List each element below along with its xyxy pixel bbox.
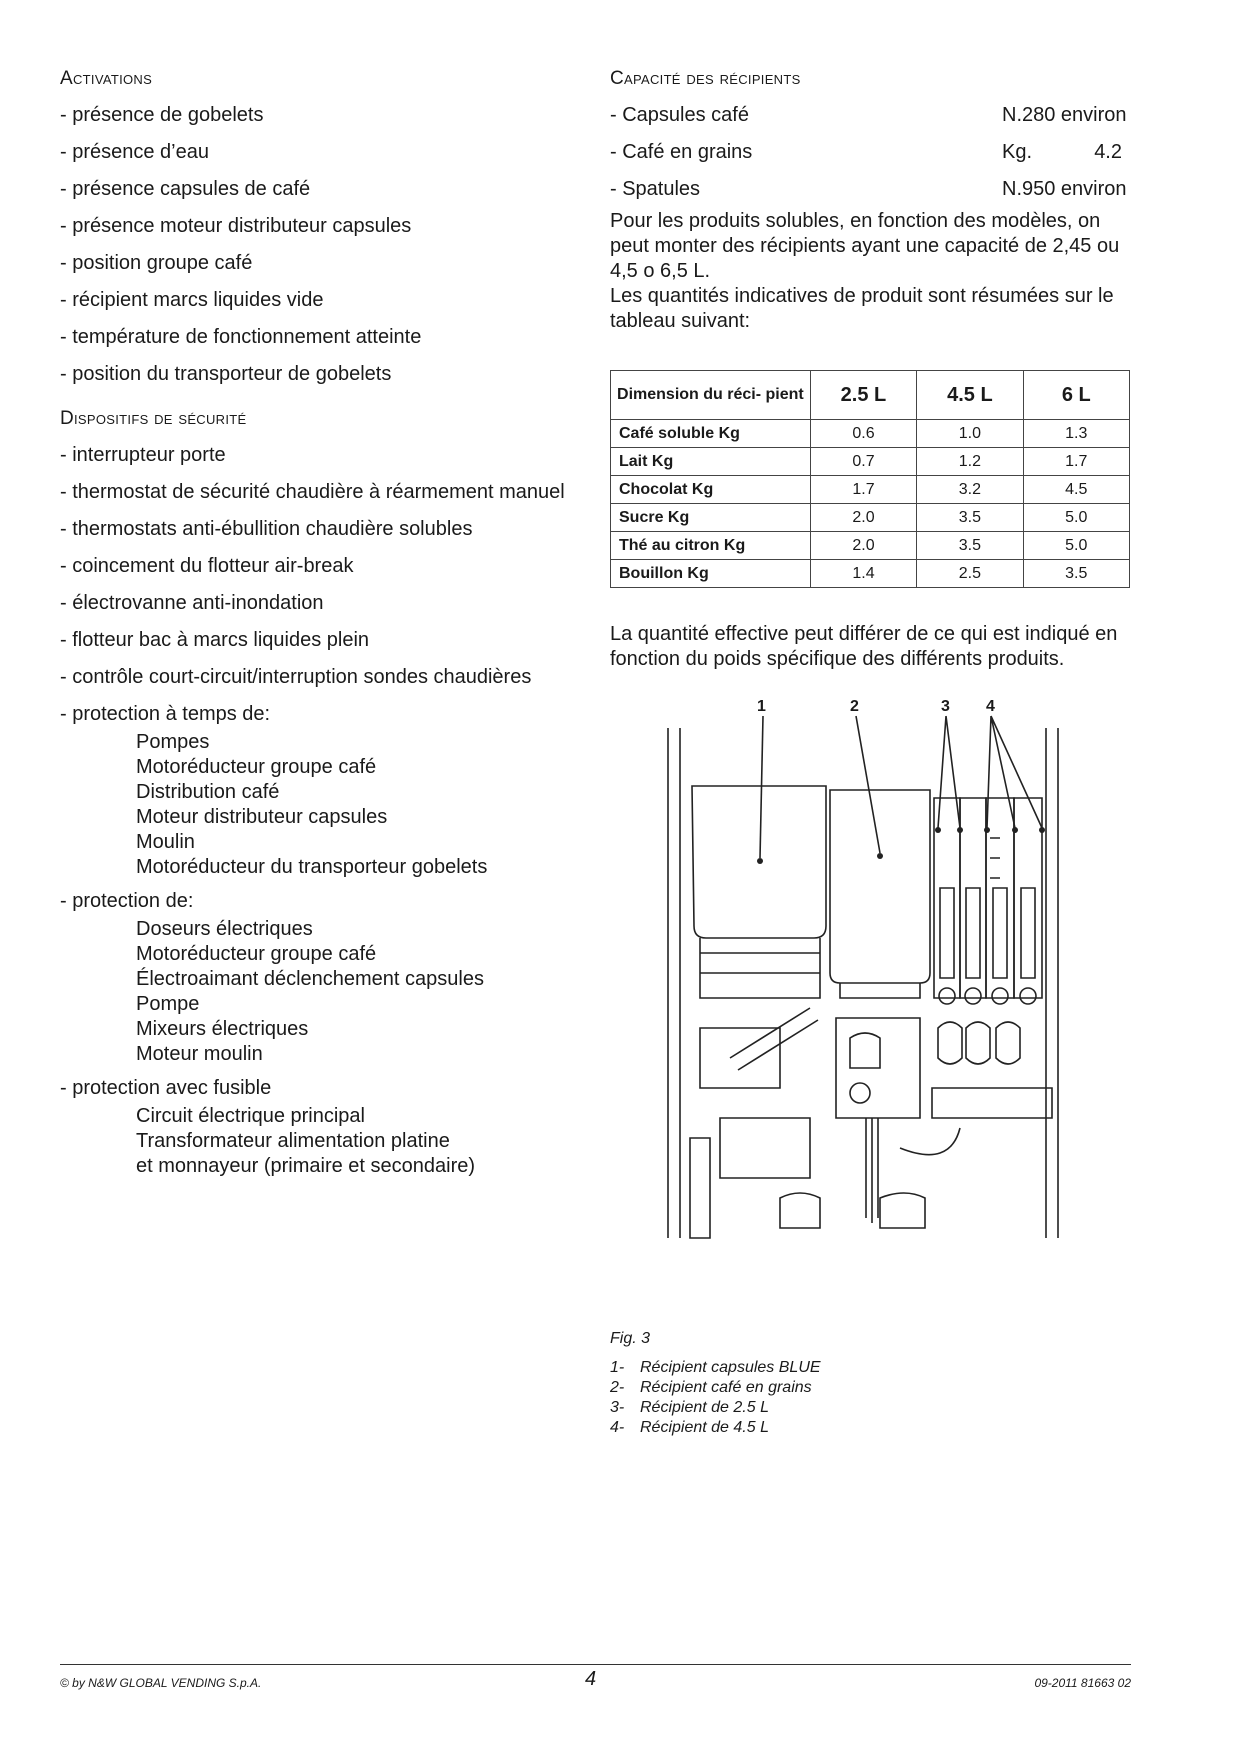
capacity-name: - Café en grains: [610, 141, 753, 163]
table-row: [611, 560, 1130, 588]
table-row: [611, 532, 1130, 560]
legend-number: 1-: [610, 1359, 625, 1376]
table-cell: 2.0: [810, 504, 916, 532]
table-cell: 3.2: [917, 476, 1023, 504]
figure-number: Fig. 3: [610, 1330, 651, 1347]
list-item: - position groupe café: [60, 252, 253, 274]
list-item: Pompes: [136, 731, 210, 753]
machine-figure: [660, 698, 1070, 1253]
legend-item: [610, 1398, 821, 1418]
table-cell: Thé au citron Kg: [611, 532, 811, 560]
document-code: 09-2011 81663 02: [1034, 1676, 1131, 1690]
legend-number: 4-: [610, 1419, 625, 1436]
capacity-value: [1002, 141, 1130, 164]
capacity-paragraph: Pour les produits solubles, en fonction des modèles, on peut monter des récipients ayant une capacité de 2,45 ou 4,5 o 6,5 L.: [610, 210, 1120, 282]
table-row: [611, 420, 1130, 448]
capacity-value: N.280 environ: [1002, 104, 1127, 126]
table-cell: 1.7: [810, 476, 916, 504]
list-item: - position du transporteur de gobelets: [60, 363, 392, 385]
legend-text: Récipient café en grains: [640, 1379, 812, 1396]
list-item: - récipient marcs liquides vide: [60, 289, 324, 311]
table-cell: 1.0: [917, 420, 1023, 448]
list-item: Motoréducteur du transporteur gobelets: [136, 856, 488, 878]
table-header-row: [611, 371, 1130, 420]
list-item: - électrovanne anti-inondation: [60, 592, 324, 614]
capacity-row: [610, 178, 1130, 201]
list-item: Transformateur alimentation platine: [136, 1130, 450, 1152]
right-column: [610, 68, 1130, 672]
left-column: [60, 68, 580, 1189]
capacity-name: - Spatules: [610, 178, 701, 200]
security-heading: Dispositifs de sécurité: [60, 408, 247, 429]
table-cell: 0.6: [810, 420, 916, 448]
table-cell: 2.0: [810, 532, 916, 560]
capacity-paragraph: Les quantités indicatives de produit sont résumées sur le tableau suivant:: [610, 285, 1114, 332]
figure-caption: [610, 1330, 821, 1438]
table-cell: Lait Kg: [611, 448, 811, 476]
fuse-protection-label: - protection avec fusible: [60, 1077, 272, 1099]
table-header-cell: 4.5 L: [917, 371, 1023, 420]
timed-protection-list: [136, 730, 580, 880]
list-item: - flotteur bac à marcs liquides plein: [60, 629, 370, 651]
protection-list: [136, 917, 580, 1067]
list-item: Motoréducteur groupe café: [136, 756, 377, 778]
table-cell: 2.5: [917, 560, 1023, 588]
capacity-name: - Capsules café: [610, 104, 749, 126]
list-item: - présence d’eau: [60, 141, 209, 163]
table-cell: 0.7: [810, 448, 916, 476]
list-item: - thermostats anti-ébullition chaudière solubles: [60, 518, 473, 540]
table-header-cell: 6 L: [1023, 371, 1129, 420]
list-item: - coincement du flotteur air-break: [60, 555, 354, 577]
timed-protection-label: - protection à temps de:: [60, 703, 271, 725]
legend-text: Récipient de 2.5 L: [640, 1399, 769, 1416]
table-cell: Bouillon Kg: [611, 560, 811, 588]
legend-item: [610, 1418, 821, 1438]
figure-label-1: 1: [757, 698, 766, 715]
list-item: - présence moteur distributeur capsules: [60, 215, 412, 237]
list-item: Distribution café: [136, 781, 280, 803]
list-item: Doseurs électriques: [136, 918, 313, 940]
legend-text: Récipient capsules BLUE: [640, 1359, 821, 1376]
table-cell: Sucre Kg: [611, 504, 811, 532]
activations-heading: Activations: [60, 68, 153, 89]
capacity-heading: Capacité des récipients: [610, 68, 801, 89]
footer-copyright: © by N&W GLOBAL VENDING S.p.A.: [60, 1676, 262, 1690]
table-cell: 3.5: [917, 504, 1023, 532]
list-item: Moulin: [136, 831, 195, 853]
table-header-cell: 2.5 L: [810, 371, 916, 420]
list-item: - interrupteur porte: [60, 444, 226, 466]
list-item: Électroaimant déclenchement capsules: [136, 968, 484, 990]
footer-divider: [60, 1664, 1131, 1665]
list-item: Moteur distributeur capsules: [136, 806, 388, 828]
table-row: [611, 504, 1130, 532]
table-cell: 1.7: [1023, 448, 1129, 476]
capacity-value: N.950 environ: [1002, 178, 1127, 200]
table-cell: 3.5: [1023, 560, 1129, 588]
fuse-protection-list: [136, 1104, 580, 1179]
table-cell: Café soluble Kg: [611, 420, 811, 448]
list-item: - température de fonctionnement atteinte: [60, 326, 422, 348]
list-item: - thermostat de sécurité chaudière à réarmement manuel: [60, 481, 565, 503]
capacity-unit: Kg.: [1002, 141, 1033, 163]
table-cell: 1.2: [917, 448, 1023, 476]
list-item: Mixeurs électriques: [136, 1018, 309, 1040]
figure-label-3: 3: [941, 698, 950, 715]
list-item: - contrôle court-circuit/interruption sondes chaudières: [60, 666, 532, 688]
machine-drawing: [660, 698, 1070, 1253]
table-row: [611, 476, 1130, 504]
activations-list: [60, 104, 580, 386]
list-item: - présence de gobelets: [60, 104, 264, 126]
legend-item: [610, 1378, 821, 1398]
legend-number: 3-: [610, 1399, 625, 1416]
security-list: [60, 444, 580, 1179]
table-cell: 1.3: [1023, 420, 1129, 448]
capacity-row: [610, 141, 1130, 164]
capacity-amount: 4.2: [1094, 141, 1122, 163]
list-item: et monnayeur (primaire et secondaire): [136, 1155, 476, 1177]
page-number: 4: [585, 1668, 597, 1690]
list-item: Circuit électrique principal: [136, 1105, 365, 1127]
list-item: Motoréducteur groupe café: [136, 943, 377, 965]
table-cell: 1.4: [810, 560, 916, 588]
list-item: - présence capsules de café: [60, 178, 311, 200]
legend-number: 2-: [610, 1379, 625, 1396]
capacity-note: La quantité effective peut différer de ce qui est indiqué en fonction du poids spécifique des différents produits.: [610, 623, 1118, 670]
table-cell: 5.0: [1023, 532, 1129, 560]
table-cell: 3.5: [917, 532, 1023, 560]
legend-text: Récipient de 4.5 L: [640, 1419, 769, 1436]
figure-label-4: 4: [986, 698, 995, 715]
table-row: [611, 448, 1130, 476]
table-cell: Chocolat Kg: [611, 476, 811, 504]
table-cell: 4.5: [1023, 476, 1129, 504]
legend-item: [610, 1358, 821, 1378]
list-item: Pompe: [136, 993, 200, 1015]
table-header-cell: Dimension du réci- pient: [611, 371, 811, 420]
list-item: Moteur moulin: [136, 1043, 263, 1065]
capacity-row: [610, 104, 1130, 127]
table-cell: 5.0: [1023, 504, 1129, 532]
capacity-table: [610, 370, 1130, 588]
protection-label: - protection de:: [60, 890, 194, 912]
figure-label-2: 2: [850, 698, 859, 715]
